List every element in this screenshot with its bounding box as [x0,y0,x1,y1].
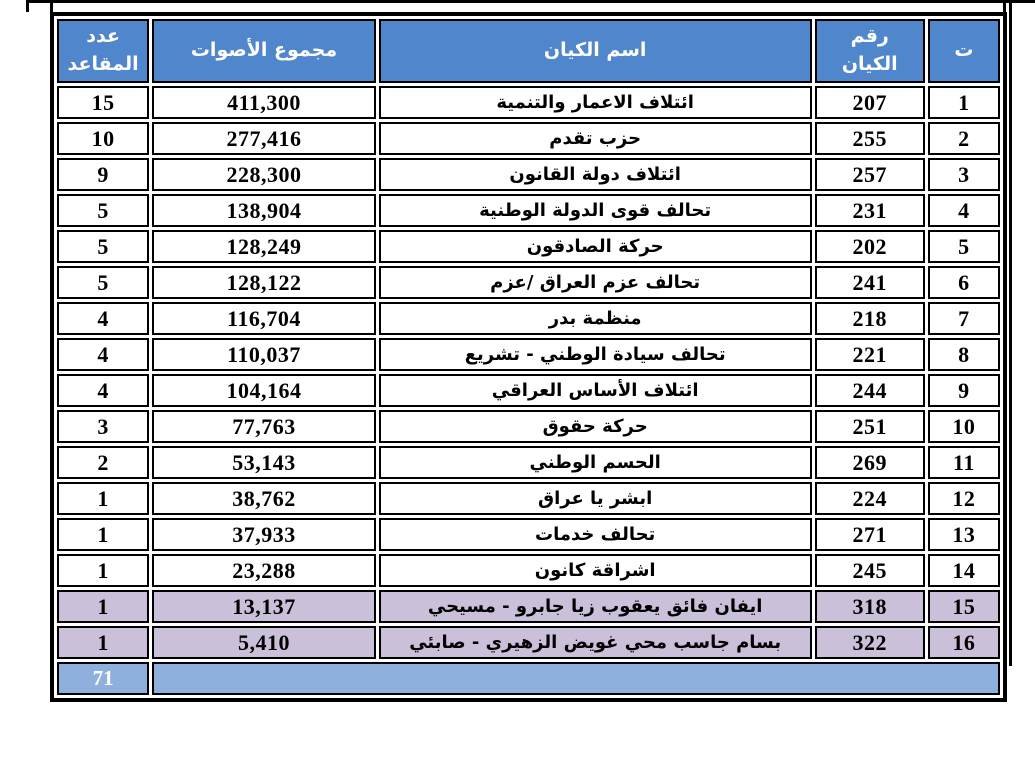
cell-entity-number: 207 [815,86,925,119]
cell-index: 10 [928,410,1000,443]
header-row [57,19,1000,83]
cell-entity-name: حزب تقدم [379,122,812,155]
cell-seats: 5 [57,230,149,263]
cell-entity-name: تحالف قوى الدولة الوطنية [379,194,812,227]
page-border-corner-tick [26,0,29,12]
cell-index: 16 [928,626,1000,659]
cell-entity-number: 241 [815,266,925,299]
cell-seats: 5 [57,266,149,299]
table-row [57,374,1000,407]
cell-seats: 4 [57,338,149,371]
cell-entity-name: بسام جاسب محي غويض الزهيري - صابئي [379,626,812,659]
cell-total-votes: 5,410 [152,626,375,659]
cell-entity-number: 245 [815,554,925,587]
cell-entity-number: 231 [815,194,925,227]
cell-entity-number: 255 [815,122,925,155]
cell-seats: 15 [57,86,149,119]
cell-entity-name: منظمة بدر [379,302,812,335]
header-entity-number: رقم الكيان [815,19,925,83]
cell-total-votes: 37,933 [152,518,375,551]
cell-total-votes: 38,762 [152,482,375,515]
cell-entity-name: ائتلاف الأساس العراقي [379,374,812,407]
cell-entity-number: 218 [815,302,925,335]
cell-total-votes: 128,122 [152,266,375,299]
cell-entity-name: الحسم الوطني [379,446,812,479]
table-header [57,19,1000,83]
cell-entity-name: تحالف خدمات [379,518,812,551]
table-body [57,86,1000,659]
cell-entity-number: 269 [815,446,925,479]
cell-index: 12 [928,482,1000,515]
cell-entity-name: ائتلاف الاعمار والتنمية [379,86,812,119]
cell-seats: 1 [57,590,149,623]
page-right-border [1009,0,1012,666]
table-row [57,482,1000,515]
table-row [57,86,1000,119]
cell-entity-number: 221 [815,338,925,371]
cell-entity-name: حركة حقوق [379,410,812,443]
cell-index: 7 [928,302,1000,335]
cell-entity-number: 322 [815,626,925,659]
cell-seats: 4 [57,374,149,407]
cell-seats: 1 [57,554,149,587]
cell-seats: 5 [57,194,149,227]
cell-seats: 1 [57,518,149,551]
cell-seats: 10 [57,122,149,155]
header-entity-name: اسم الكيان [379,19,812,83]
cell-entity-number: 251 [815,410,925,443]
cell-entity-name: تحالف عزم العراق /عزم [379,266,812,299]
cell-seats: 1 [57,482,149,515]
cell-entity-number: 224 [815,482,925,515]
cell-index: 13 [928,518,1000,551]
cell-total-votes: 53,143 [152,446,375,479]
cell-total-votes: 13,137 [152,590,375,623]
table-row [57,410,1000,443]
table-row [57,194,1000,227]
header-seats: عدد المقاعد [57,19,149,83]
cell-total-votes: 277,416 [152,122,375,155]
cell-index: 3 [928,158,1000,191]
table-footer [57,662,1000,695]
cell-total-votes: 104,164 [152,374,375,407]
cell-total-votes: 23,288 [152,554,375,587]
cell-index: 2 [928,122,1000,155]
table-row [57,122,1000,155]
cell-entity-name: حركة الصادقون [379,230,812,263]
table-row [57,302,1000,335]
cell-total-votes: 138,904 [152,194,375,227]
table-row [57,446,1000,479]
cell-index: 11 [928,446,1000,479]
cell-seats: 1 [57,626,149,659]
cell-total-votes: 411,300 [152,86,375,119]
cell-entity-name: ايفان فائق يعقوب زيا جابرو - مسيحي [379,590,812,623]
cell-entity-number: 318 [815,590,925,623]
cell-index: 15 [928,590,1000,623]
cell-index: 6 [928,266,1000,299]
cell-index: 1 [928,86,1000,119]
total-row [57,662,1000,695]
cell-entity-number: 202 [815,230,925,263]
table-row [57,590,1000,623]
cell-total-votes: 228,300 [152,158,375,191]
table-row [57,554,1000,587]
cell-entity-number: 244 [815,374,925,407]
header-total-votes: مجموع الأصوات [152,19,375,83]
page-top-border [26,0,1035,3]
cell-index: 8 [928,338,1000,371]
cell-seats: 2 [57,446,149,479]
cell-index: 9 [928,374,1000,407]
cell-entity-number: 271 [815,518,925,551]
cell-seats: 3 [57,410,149,443]
total-merged-cell [152,662,1000,695]
table-row [57,338,1000,371]
cell-total-votes: 110,037 [152,338,375,371]
table-row [57,266,1000,299]
cell-total-votes: 77,763 [152,410,375,443]
cell-entity-number: 257 [815,158,925,191]
table-row [57,230,1000,263]
total-seats-cell: 71 [57,662,149,695]
cell-entity-name: اشراقة كانون [379,554,812,587]
cell-seats: 9 [57,158,149,191]
cell-total-votes: 116,704 [152,302,375,335]
election-results-table [50,12,1007,702]
cell-index: 14 [928,554,1000,587]
cell-entity-name: ابشر يا عراق [379,482,812,515]
cell-index: 5 [928,230,1000,263]
cell-seats: 4 [57,302,149,335]
cell-index: 4 [928,194,1000,227]
table-row [57,158,1000,191]
cell-total-votes: 128,249 [152,230,375,263]
cell-entity-name: تحالف سيادة الوطني - تشريع [379,338,812,371]
table-row [57,518,1000,551]
cell-entity-name: ائتلاف دولة القانون [379,158,812,191]
table-row [57,626,1000,659]
header-index: ت [928,19,1000,83]
